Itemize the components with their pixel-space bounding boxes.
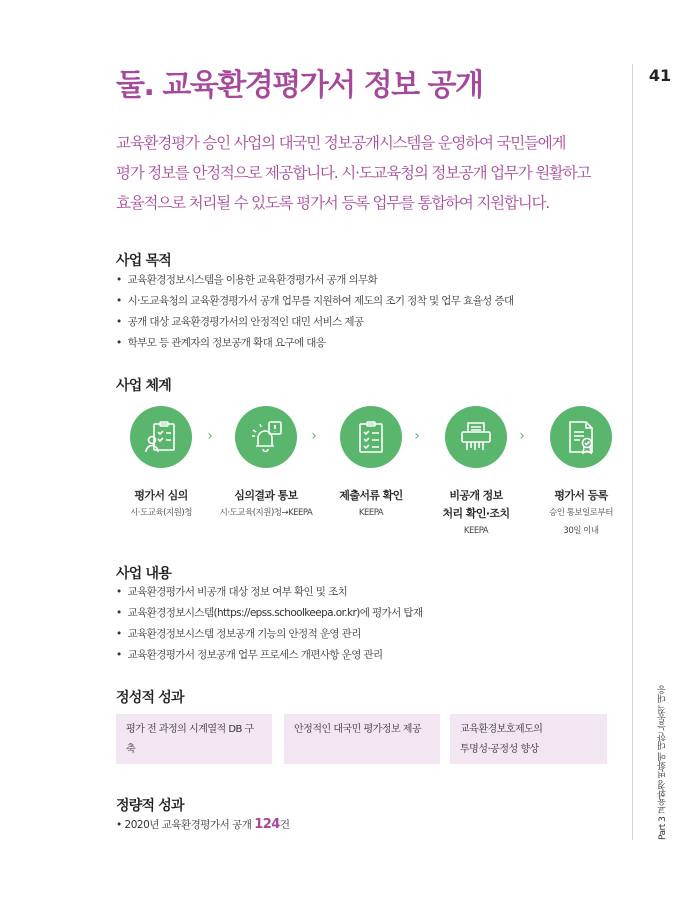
chevron-right-icon: › [519,428,525,444]
step-sub: 시·도교육(지원)청 [130,508,192,518]
result-text: 평가 전 과정의 시계열적 DB 구축 [126,724,254,755]
list-item: • 교육환경평가서 정보공개 업무 프로세스 개편사항 운영 관리 [116,645,616,666]
content-heading: 사업 내용 [116,566,171,582]
result-text: 안정적인 대국민 평가정보 제공 [294,724,422,735]
result-box [450,714,607,764]
intro-line: 효율적으로 처리될 수 있도록 평가서 등록 업무를 통합하여 지원합니다. [116,194,549,212]
list-item: • 공개 대상 교육환경평가서의 안정적인 대민 서비스 제공 [116,312,616,333]
intro-line: 교육환경평가 승인 사업의 대국민 정보공개시스템을 운영하여 국민들에게 [116,134,566,152]
list-item: • 교육환경평가서 비공개 대상 정보 여부 확인 및 조치 [116,582,616,603]
page-title: 둘. 교육환경평가서 정보 공개 [116,68,483,103]
step-title: 처리 확인·조치 [442,507,510,520]
list-item: • 교육환경정보시스템(https://epss.schoolkeepa.or.kr)에 평가서 탑재 [116,603,616,624]
list-item: • 학부모 등 관계자의 정보공개 확대 요구에 대응 [116,333,616,354]
result-text: 투명성·공정성 향상 [460,744,539,755]
process-step [211,406,321,520]
chevron-right-icon: › [207,428,213,444]
step-title: 평가서 등록 [554,489,608,502]
step-sub: KEEPA [463,526,489,536]
content-list [116,582,616,666]
step-title: 평가서 심의 [134,489,188,502]
bell-alert-icon [235,406,297,468]
purpose-heading: 사업 목적 [116,253,171,269]
page-number: 41 [648,66,672,85]
purpose-list [116,270,616,354]
result-box [284,714,440,764]
step-sub: 30일 이내 [563,526,599,536]
quantitative-result [116,817,290,832]
process-step [421,406,531,538]
process-step [106,406,216,520]
list-item: • 교육환경정보시스템 정보공개 기능의 안정적 운영 관리 [116,624,616,645]
result-text: 교육환경보호제도의 [460,724,543,735]
clipboard-person-icon [130,406,192,468]
checklist-icon [340,406,402,468]
process-flow [116,406,616,536]
system-heading: 사업 체계 [116,378,171,394]
side-label: Part 3 교육환경 변화에 대한 능동적 대응 [658,685,668,840]
process-step [526,406,636,538]
list-item: • 교육환경정보시스템을 이용한 교육환경평가서 공개 의무화 [116,270,616,291]
quantitative-heading: 정량적 성과 [116,798,184,814]
qualitative-heading: 정성적 성과 [116,690,184,706]
step-title: 제출서류 확인 [339,489,403,502]
chevron-right-icon: › [414,428,420,444]
step-sub: 시·도교육(지원)청→KEEPA [219,508,313,518]
shredder-icon [445,406,507,468]
intro-text [116,128,616,218]
step-title: 비공개 정보 [449,489,503,502]
step-sub: KEEPA [358,508,384,518]
step-title: 심의결과 통보 [234,489,298,502]
certificate-icon [550,406,612,468]
step-sub: 승인 통보일로부터 [549,508,613,518]
result-suffix: 건 [279,819,290,831]
chevron-right-icon: › [311,428,317,444]
intro-line: 평가 정보를 안정적으로 제공합니다. 시·도교육청의 정보공개 업무가 원활하고 [116,164,591,182]
result-prefix: • 2020년 교육환경평가서 공개 [116,819,255,831]
list-item: • 시·도교육청의 교육환경평가서 공개 업무를 지원하여 제도의 조기 정착 및 업무 효율성 증대 [116,291,616,312]
result-number: 124 [254,817,280,832]
result-box [116,714,272,764]
process-step [316,406,426,520]
